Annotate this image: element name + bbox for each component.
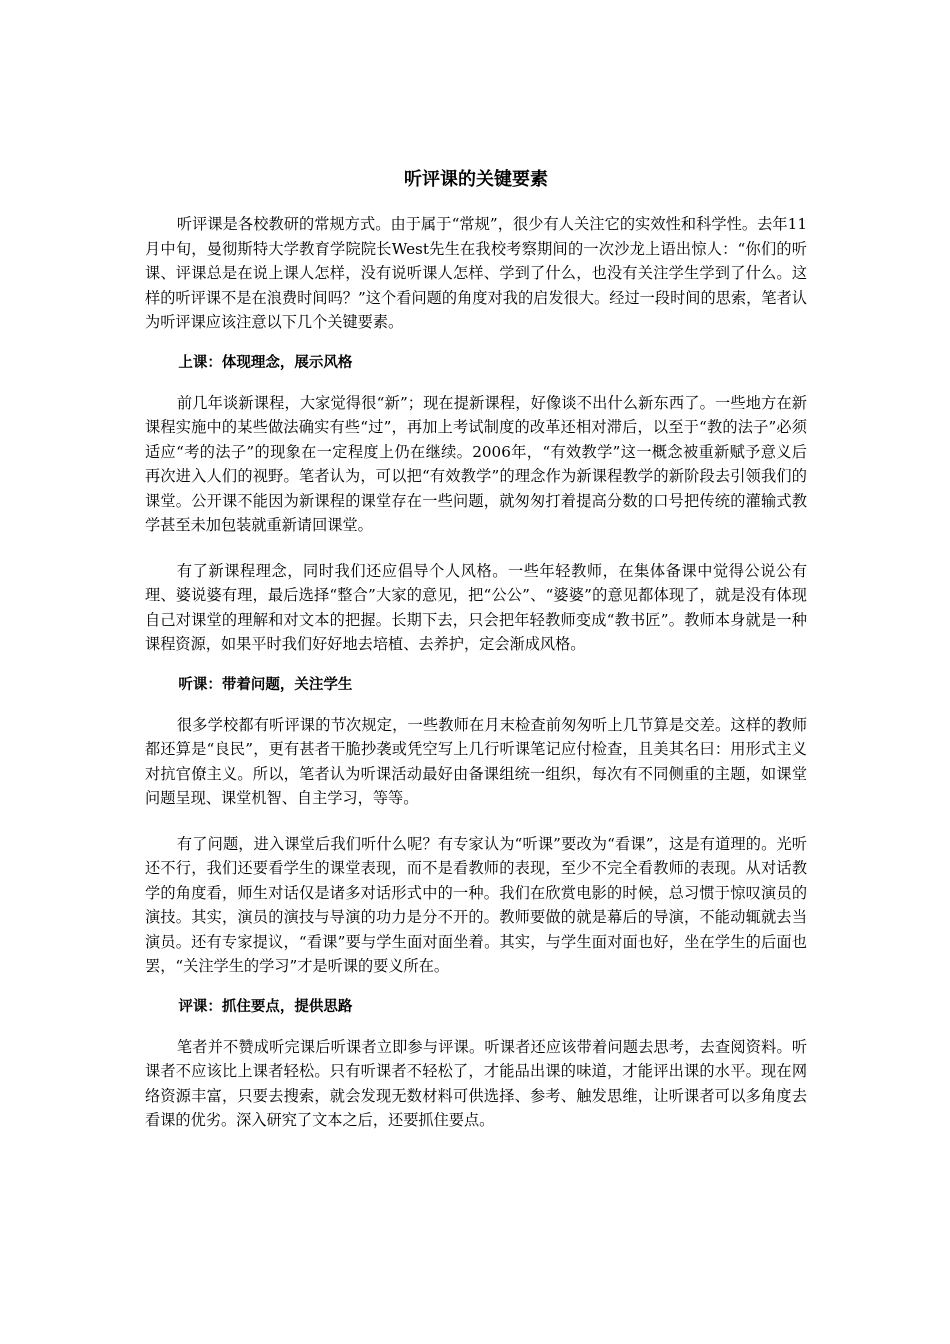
document-title: 听评课的关键要素: [404, 169, 548, 190]
section-heading-observing: 听课：带着问题，关注学生: [178, 676, 353, 693]
section-heading-teaching: 上课：体现理念，展示风格: [178, 354, 353, 371]
paragraph-gap: [145, 811, 807, 832]
section-evaluating-paragraph-1: 笔者并不赞成听完课后听课者立即参与评课。听课者还应该带着问题去思考，去查阅资料。听课者不应该比上课者轻松。只有听课者不轻松了，才能品出课的味道，才能评出课的水平。现在网络资源丰富，只要去搜索，就会发现无数材料可供选择、参考、触发思维，让听课者可以多角度去看课的优劣。深入研究了文本之后，还要抓住要点。: [145, 1037, 807, 1129]
document-body: [145, 166, 807, 1133]
intro-paragraph: 听评课是各校教研的常规方式。由于属于“常规”，很少有人关注它的实效性和科学性。去年11月中旬，曼彻斯特大学教育学院院长West先生在我校考察期间的一次沙龙上语出惊人：“你们的听课、评课总是在说上课人怎样，没有说听课人怎样、学到了什么，也没有关注学生学到了什么。这样的听评课不是在浪费时间吗？”这个看问题的角度对我的启发很大。经过一段时间的思索，笔者认为听评课应该注意以下几个关键要素。: [145, 215, 807, 331]
section-observing-paragraph-1: 很多学校都有听评课的节次规定，一些教师在月末检查前匆匆听上几节算是交差。这样的教师都还算是“良民”，更有甚者干脆抄袭或凭空写上几行听课笔记应付检查，且美其名曰：用形式主义对抗官僚主义。所以，笔者认为听课活动最好由备课组统一组织，每次有不同侧重的主题，如课堂问题呈现、课堂机智、自主学习，等等。: [145, 715, 807, 807]
section-teaching-paragraph-1: 前几年谈新课程，大家觉得很“新”；现在提新课程，好像谈不出什么新东西了。一些地方在新课程实施中的某些做法确实有些“过”，再加上考试制度的改革还相对滞后，以至于“教的法子”必须适应“考的法子”的现象在一定程度上仍在继续。2006年，“有效教学”这一概念被重新赋予意义后再次进入人们的视野。笔者认为，可以把“有效教学”的理念作为新课程教学的新阶段去引领我们的课堂。公开课不能因为新课程的课堂存在一些问题，就匆匆打着提高分数的口号把传统的灌输式教学甚至未加包装就重新请回课堂。: [145, 393, 807, 534]
section-teaching-paragraph-2: 有了新课程理念，同时我们还应倡导个人风格。一些年轻教师，在集体备课中觉得公说公有理、婆说婆有理，最后选择“整合”大家的意见，把“公公”、“婆婆”的意见都体现了，就是没有体现自己对课堂的理解和对文本的把握。长期下去，只会把年轻教师变成“教书匠”。教师本身就是一种课程资源，如果平时我们好好地去培植、去养护，定会渐成风格。: [145, 561, 807, 653]
paragraph-gap: [145, 538, 807, 559]
section-heading-evaluating: 评课：抓住要点，提供思路: [178, 998, 353, 1015]
section-observing-paragraph-2: 有了问题，进入课堂后我们听什么呢？有专家认为“听课”要改为“看课”，这是有道理的。光听还不行，我们还要看学生的课堂表现，而不是看教师的表现，至少不完全看教师的表现。从对话教学的角度看，师生对话仅是诸多对话形式中的一种。我们在欣赏电影的时候，总习惯于惊叹演员的演技。其实，演员的演技与导演的功力是分不开的。教师要做的就是幕后的导演，不能动辄就去当演员。还有专家提议，“看课”要与学生面对面坐着。其实，与学生面对面也好，坐在学生的后面也罢，“关注学生的学习”才是听课的要义所在。: [145, 834, 807, 975]
